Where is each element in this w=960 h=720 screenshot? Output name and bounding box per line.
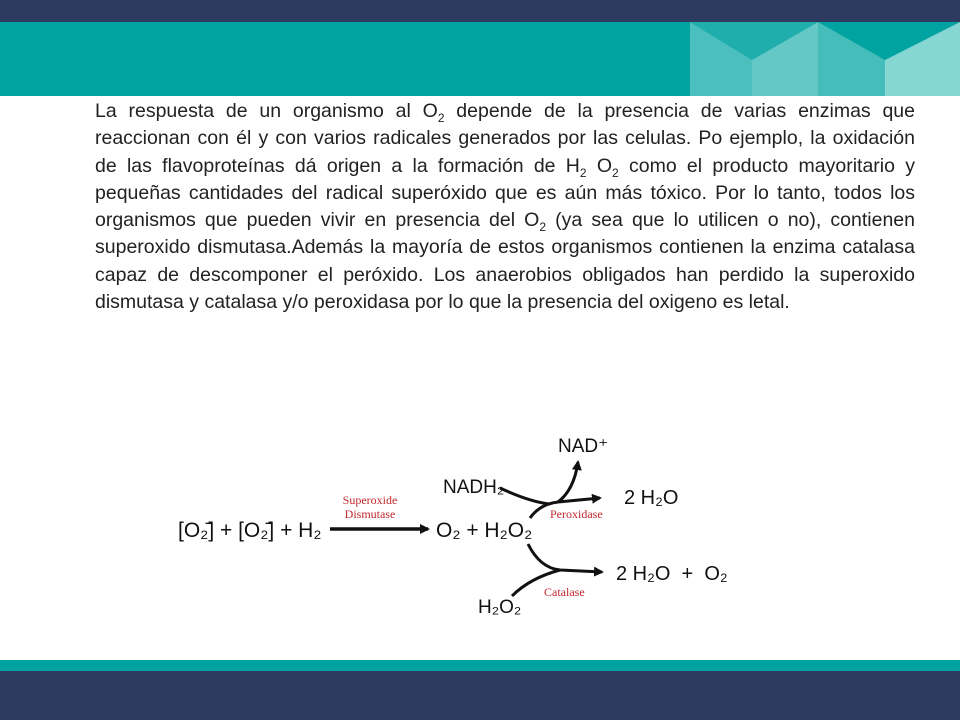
footer-teal-stripe xyxy=(0,660,960,671)
reactants-label: [O₂̄] + [O₂̄] + H₂ xyxy=(178,519,322,542)
catalase-label: Catalase xyxy=(544,585,585,599)
nad-label: NAD⁺ xyxy=(558,436,609,457)
products-label: O₂ + H₂O₂ xyxy=(436,519,533,542)
top-navy-bar xyxy=(0,0,960,22)
peroxidase-curve-in xyxy=(500,488,550,504)
nad-curve xyxy=(558,462,578,502)
superoxide-dismutase-label-line2: Dismutase xyxy=(344,507,396,521)
reaction-diagram xyxy=(160,420,760,630)
header-teal-band xyxy=(0,22,960,96)
peroxidase-label: Peroxidase xyxy=(550,507,603,521)
h2o2-label: H₂O₂ xyxy=(478,597,522,618)
decorative-chevron-graphic xyxy=(0,22,960,96)
body-paragraph: La respuesta de un organismo al $O_2$ depende de la presencia de varias enzimas que reaccionan con él y con varios radicales generados por las celulas. Po ejemplo, la oxidación de las flavoproteínas dá origen a la formación de $H_2$ $O_2$ como el producto mayoritario y pequeñas cantidades del radical superóxido que es aún más tóxico. Por lo tanto, todos los organismos que pueden vivir en presencia del $O_2$ (ya sea que lo utilicen o no), contienen superoxido dismutasa.Además la mayoría de estos organismos contienen la enzima catalasa capaz de descomponer el peróxido. Los anaerobios obligados han perdido la superoxido dismutasa y catalasa y/o peroxidasa por lo que la presencia del oxigeno es letal. xyxy=(95,100,916,314)
catalase-curve-out xyxy=(528,544,602,572)
footer-navy-bar xyxy=(0,671,960,720)
peroxidase-product-label: 2 H₂O xyxy=(624,487,679,509)
superoxide-dismutase-label: Superoxide xyxy=(342,493,398,507)
nadh2-label: NADH₂ xyxy=(443,477,505,498)
catalase-product-label: 2 H₂O + O₂ xyxy=(616,563,728,585)
